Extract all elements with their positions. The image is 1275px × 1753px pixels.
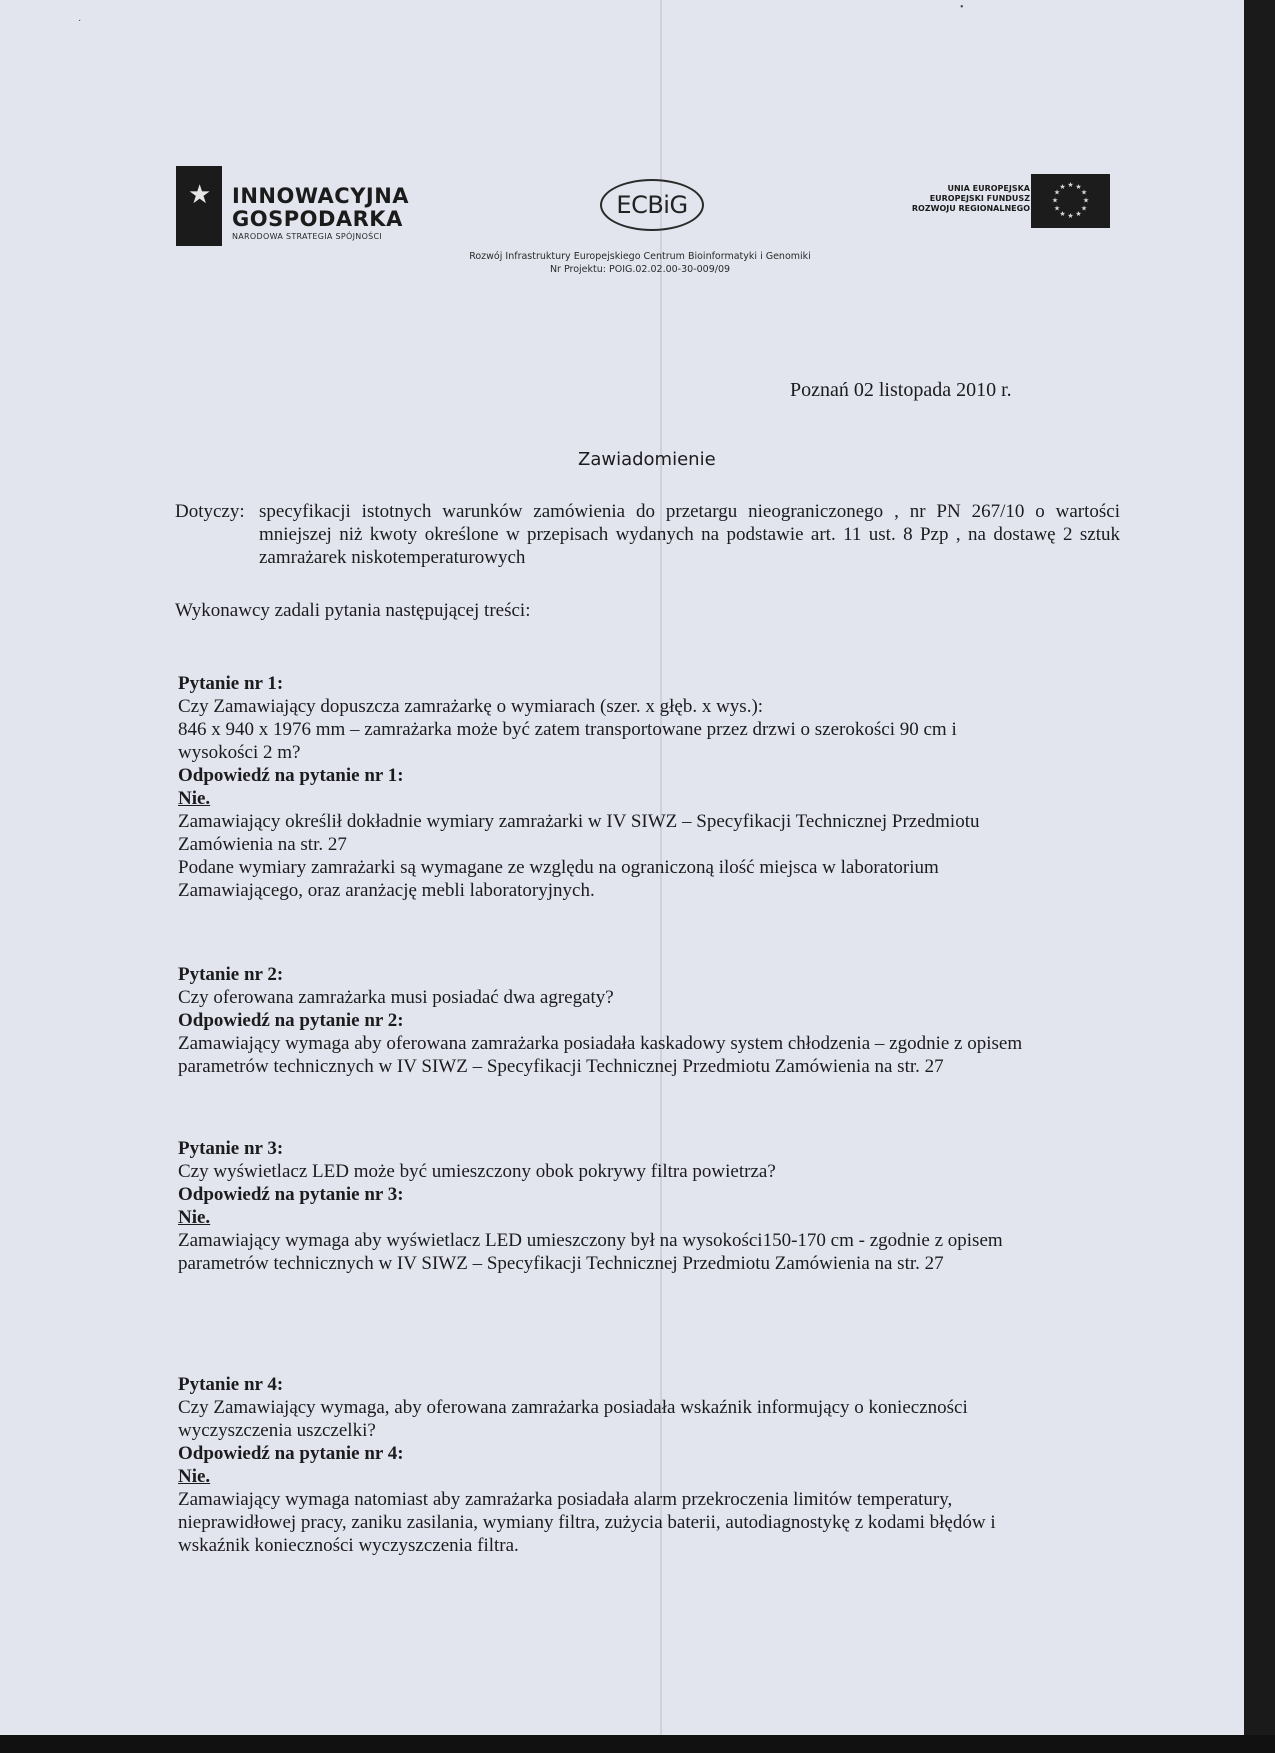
question-block-3 xyxy=(178,1137,1088,1275)
subject-block xyxy=(175,500,1120,569)
answer-heading: Odpowiedź na pytanie nr 4: xyxy=(178,1443,404,1464)
logo-right-line3: ROZWOJU REGIONALNEGO xyxy=(911,204,1030,213)
logo-left-line2: GOSPODARKA xyxy=(232,207,403,231)
answer-line: parametrów technicznych w IV SIWZ – Specyfikacji Technicznej Przedmiotu Zamówienia na str. 27 xyxy=(178,1253,944,1274)
svg-text:★: ★ xyxy=(1080,204,1088,213)
answer-short: Nie. xyxy=(178,788,211,809)
question-line: Czy Zamawiający wymaga, aby oferowana zamrażarka posiadała wskaźnik informujący o konieczności xyxy=(178,1397,968,1418)
scan-speck: · xyxy=(78,16,82,27)
question-line: wyczyszczenia uszczelki? xyxy=(178,1420,376,1441)
logo-eu-text xyxy=(912,184,1030,214)
question-line: Czy oferowana zamrażarka musi posiadać dwa agregaty? xyxy=(178,987,614,1008)
logo-innowacyjna-gospodarka xyxy=(176,166,436,246)
answer-line: Zamawiający określił dokładnie wymiary zamrażarki w IV SIWZ – Specyfikacji Technicznej Przedmiotu xyxy=(178,811,980,832)
answer-heading: Odpowiedź na pytanie nr 2: xyxy=(178,1010,404,1031)
place-date: Poznań 02 listopada 2010 r. xyxy=(790,379,1012,401)
logo-unia-europejska xyxy=(870,174,1110,230)
question-line: wysokości 2 m? xyxy=(178,742,301,763)
answer-line: Zamówienia na str. 27 xyxy=(178,834,347,855)
question-block-4 xyxy=(178,1373,1088,1557)
answer-line: nieprawidłowej pracy, zaniku zasilania, wymiany filtra, zużycia baterii, autodiagnostykę z kodami błędów i xyxy=(178,1512,996,1533)
svg-text:★: ★ xyxy=(1080,188,1088,197)
answer-line: wskaźnik konieczności wyczyszczenia filtra. xyxy=(178,1535,519,1556)
scan-speck: • xyxy=(960,2,964,13)
answer-short: Nie. xyxy=(178,1207,211,1228)
svg-text:★: ★ xyxy=(1051,196,1059,205)
svg-text:★: ★ xyxy=(1053,204,1061,213)
logo-right-line1: UNIA EUROPEJSKA xyxy=(947,184,1030,193)
logo-left-line3: NARODOWA STRATEGIA SPÓJNOŚCI xyxy=(232,232,383,241)
eu-flag-icon xyxy=(1031,174,1110,228)
answer-line: Zamawiający wymaga natomiast aby zamrażarka posiadała alarm przekroczenia limitów temperatury, xyxy=(178,1489,953,1510)
answer-heading: Odpowiedź na pytanie nr 3: xyxy=(178,1184,404,1205)
subject-label: Dotyczy: xyxy=(175,501,245,522)
project-info xyxy=(300,250,980,276)
question-block-1 xyxy=(178,672,1088,902)
question-line: 846 x 940 x 1976 mm – zamrażarka może być zatem transportowane przez drzwi o szerokości 90 cm i xyxy=(178,719,957,740)
svg-text:★: ★ xyxy=(1053,188,1061,197)
scan-border xyxy=(0,1735,1275,1753)
svg-text:★: ★ xyxy=(1067,181,1074,189)
logo-ecbig: ECBiG xyxy=(600,179,704,231)
answer-line: Zamawiający wymaga aby wyświetlacz LED umieszczony był na wysokości150-170 cm - zgodnie z opisem xyxy=(178,1230,1003,1251)
question-heading: Pytanie nr 3: xyxy=(178,1138,284,1159)
answer-line: Zamawiającego, oraz aranżację mebli laboratoryjnych. xyxy=(178,880,595,901)
question-heading: Pytanie nr 4: xyxy=(178,1374,284,1395)
svg-text:★: ★ xyxy=(1059,183,1066,191)
question-line: Czy wyświetlacz LED może być umieszczony obok pokrywy filtra powietrza? xyxy=(178,1161,776,1182)
star-icon: ★ xyxy=(188,180,212,210)
intro-text: Wykonawcy zadali pytania następującej treści: xyxy=(175,600,531,621)
answer-line: parametrów technicznych w IV SIWZ – Specyfikacji Technicznej Przedmiotu Zamówienia na str. 27 xyxy=(178,1056,944,1077)
logo-right-line2: EUROPEJSKI FUNDUSZ xyxy=(929,194,1030,203)
project-line-1: Rozwój Infrastruktury Europejskiego Centrum Bioinformatyki i Genomiki xyxy=(469,251,811,262)
project-line-2: Nr Projektu: POIG.02.02.00-30-009/09 xyxy=(549,264,731,275)
question-block-2 xyxy=(178,963,1088,1078)
question-heading: Pytanie nr 2: xyxy=(178,964,284,985)
answer-heading: Odpowiedź na pytanie nr 1: xyxy=(178,765,404,786)
question-line: Czy Zamawiający dopuszcza zamrażarkę o wymiarach (szer. x głęb. x wys.): xyxy=(178,696,764,717)
svg-text:★: ★ xyxy=(1075,210,1082,218)
subject-text: specyfikacji istotnych warunków zamówienia do przetargu nieograniczonego , nr PN 267/10 o wartości mniejszej niż kwoty określone w przepisach wydanych na podstawie art. 11 ust. 8 Pzp , na dostawę 2 sztuk zamrażarek niskotemperaturowych xyxy=(259,501,1120,568)
question-heading: Pytanie nr 1: xyxy=(178,673,284,694)
svg-text:★: ★ xyxy=(1075,183,1082,191)
answer-short: Nie. xyxy=(178,1466,211,1487)
svg-text:★: ★ xyxy=(1082,196,1090,205)
answer-line: Podane wymiary zamrażarki są wymagane ze względu na ograniczoną ilość miejsca w laboratorium xyxy=(178,857,939,878)
answer-line: Zamawiający wymaga aby oferowana zamrażarka posiadała kaskadowy system chłodzenia – zgodnie z opisem xyxy=(178,1033,1023,1054)
logo-left-line1: INNOWACYJNA xyxy=(232,184,410,208)
svg-text:★: ★ xyxy=(1059,210,1066,218)
document-title: Zawiadomienie xyxy=(578,449,716,470)
logo-flag-icon xyxy=(176,166,222,246)
svg-text:★: ★ xyxy=(1067,212,1074,220)
